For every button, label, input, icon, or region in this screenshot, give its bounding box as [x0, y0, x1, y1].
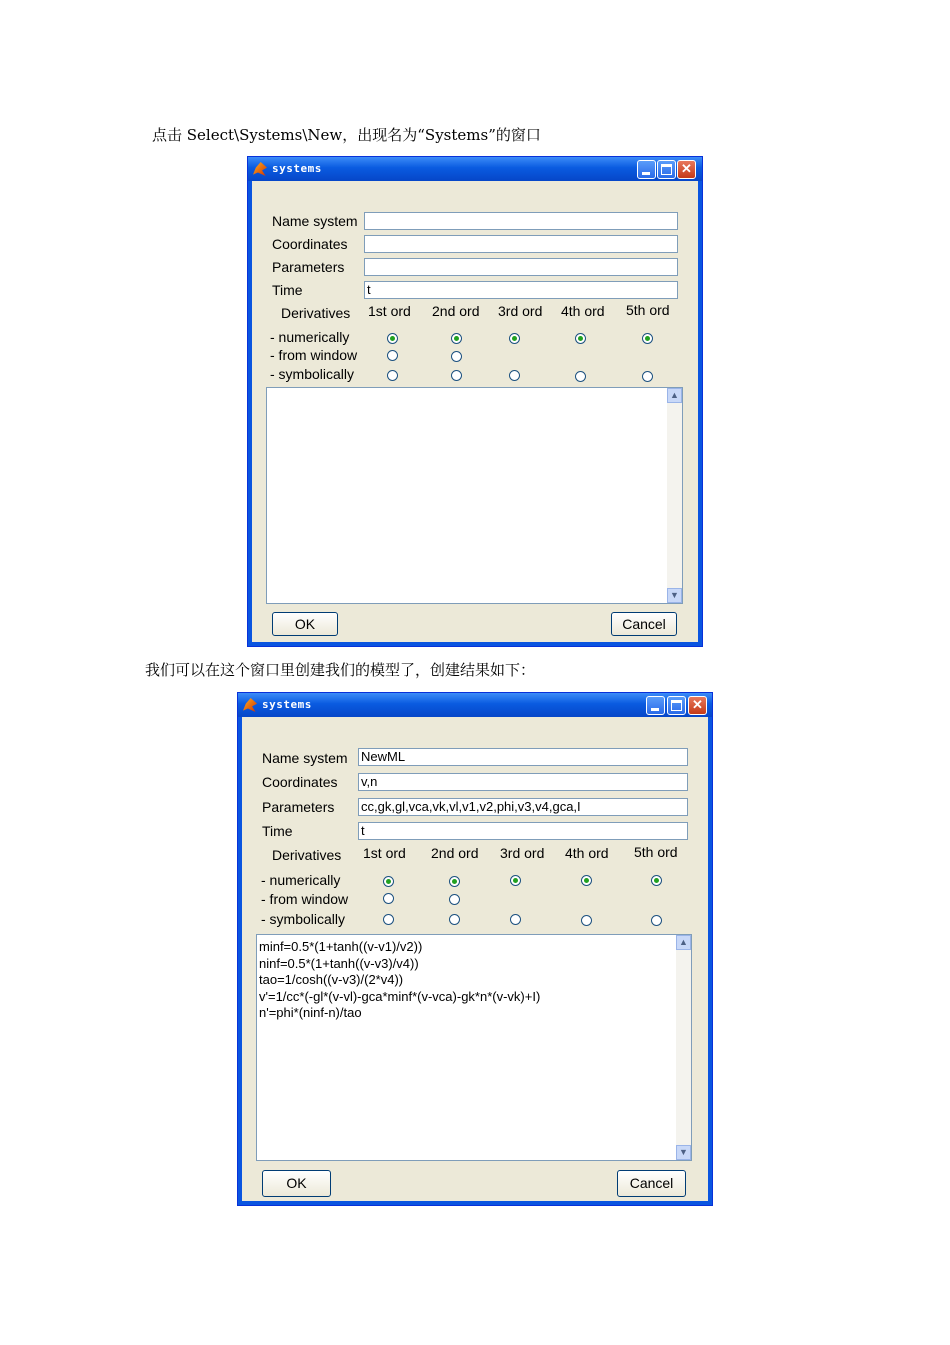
coordinates-label: Coordinates	[262, 774, 338, 790]
time-input[interactable]: t	[364, 281, 678, 299]
scroll-up-icon[interactable]: ▲	[667, 388, 682, 403]
equations-text: minf=0.5*(1+tanh((v-v1)/v2)) ninf=0.5*(1+tanh((v-v3)/v4)) tao=1/cosh((v-v3)/(2*v4)) v'=1/cc*(-gl*(v-vl)-gca*minf*(v-vca)-gk*n*(v-vk)+I) n'=phi*(ninf-n)/tao	[259, 939, 541, 1020]
window-client	[242, 717, 708, 1201]
systems-window-filled	[237, 692, 713, 1206]
title-bar[interactable]	[248, 157, 702, 181]
order-3-label: 3rd ord	[500, 845, 545, 861]
name-system-input[interactable]	[364, 212, 678, 230]
radio-numerically-5[interactable]	[642, 333, 653, 344]
parameters-label: Parameters	[272, 259, 345, 275]
radio-numerically-5[interactable]	[651, 875, 662, 886]
cancel-button[interactable]: Cancel	[611, 612, 677, 636]
time-label: Time	[272, 282, 303, 298]
minimize-icon[interactable]	[646, 696, 665, 715]
order-1-label: 1st ord	[368, 303, 411, 319]
order-2-label: 2nd ord	[431, 845, 479, 861]
window-title: systems	[262, 698, 312, 711]
radio-from-window-1[interactable]	[383, 893, 394, 904]
matlab-icon	[241, 696, 259, 714]
order-5-label: 5th ord	[626, 302, 670, 318]
scrollbar[interactable]	[667, 388, 682, 603]
radio-symbolically-3[interactable]	[510, 914, 521, 925]
radio-numerically-2[interactable]	[451, 333, 462, 344]
order-4-label: 4th ord	[565, 845, 609, 861]
equations-textarea[interactable]	[256, 934, 692, 1161]
numerically-label: - numerically	[270, 329, 350, 345]
radio-symbolically-5[interactable]	[651, 915, 662, 926]
derivatives-label: Derivatives	[281, 305, 351, 321]
radio-numerically-2[interactable]	[449, 876, 460, 887]
parameters-input[interactable]: cc,gk,gl,vca,vk,vl,v1,v2,phi,v3,v4,gca,I	[358, 798, 688, 816]
radio-from-window-2[interactable]	[449, 894, 460, 905]
radio-symbolically-2[interactable]	[449, 914, 460, 925]
name-system-label: Name system	[272, 213, 358, 229]
name-system-input[interactable]: NewML	[358, 748, 688, 766]
cancel-button[interactable]: Cancel	[617, 1170, 686, 1197]
order-5-label: 5th ord	[634, 844, 678, 860]
derivatives-label: Derivatives	[272, 847, 342, 863]
equations-textarea[interactable]	[266, 387, 683, 604]
radio-numerically-3[interactable]	[510, 875, 521, 886]
radio-from-window-2[interactable]	[451, 351, 462, 362]
ok-button[interactable]: OK	[272, 612, 338, 636]
time-label: Time	[262, 823, 293, 839]
radio-symbolically-4[interactable]	[575, 371, 586, 382]
window-client	[252, 181, 698, 642]
window-title: systems	[272, 162, 322, 175]
radio-numerically-1[interactable]	[387, 333, 398, 344]
coordinates-input[interactable]: v,n	[358, 773, 688, 791]
symbolically-label: - symbolically	[270, 366, 355, 382]
title-bar[interactable]	[238, 693, 712, 717]
parameters-input[interactable]	[364, 258, 678, 276]
radio-numerically-4[interactable]	[581, 875, 592, 886]
radio-symbolically-1[interactable]	[387, 370, 398, 381]
intro-text: 点击 Select\Systems\New，出现名为“Systems”的窗口	[152, 126, 541, 144]
symbolically-label: - symbolically	[261, 911, 346, 927]
numerically-label: - numerically	[261, 872, 341, 888]
order-3-label: 3rd ord	[498, 303, 543, 319]
maximize-icon[interactable]	[667, 696, 686, 715]
parameters-label: Parameters	[262, 799, 335, 815]
systems-window-empty	[247, 156, 703, 647]
time-input[interactable]: t	[358, 822, 688, 840]
close-icon[interactable]: ✕	[677, 160, 696, 179]
close-icon[interactable]: ✕	[688, 696, 707, 715]
from-window-label: - from window	[270, 347, 358, 363]
scroll-up-icon[interactable]: ▲	[676, 935, 691, 950]
scrollbar[interactable]	[676, 935, 691, 1160]
coordinates-label: Coordinates	[272, 236, 348, 252]
scroll-down-icon[interactable]: ▼	[667, 588, 682, 603]
radio-from-window-1[interactable]	[387, 350, 398, 361]
radio-symbolically-5[interactable]	[642, 371, 653, 382]
name-system-label: Name system	[262, 750, 348, 766]
scroll-down-icon[interactable]: ▼	[676, 1145, 691, 1160]
radio-symbolically-2[interactable]	[451, 370, 462, 381]
from-window-label: - from window	[261, 891, 349, 907]
minimize-icon[interactable]	[637, 160, 656, 179]
maximize-icon[interactable]	[657, 160, 676, 179]
radio-symbolically-1[interactable]	[383, 914, 394, 925]
radio-numerically-4[interactable]	[575, 333, 586, 344]
radio-numerically-1[interactable]	[383, 876, 394, 887]
coordinates-input[interactable]	[364, 235, 678, 253]
order-4-label: 4th ord	[561, 303, 605, 319]
radio-symbolically-3[interactable]	[509, 370, 520, 381]
ok-button[interactable]: OK	[262, 1170, 331, 1197]
middle-text: 我们可以在这个窗口里创建我们的模型了，创建结果如下：	[145, 661, 536, 679]
radio-symbolically-4[interactable]	[581, 915, 592, 926]
matlab-icon	[251, 160, 269, 178]
order-2-label: 2nd ord	[432, 303, 480, 319]
radio-numerically-3[interactable]	[509, 333, 520, 344]
order-1-label: 1st ord	[363, 845, 406, 861]
